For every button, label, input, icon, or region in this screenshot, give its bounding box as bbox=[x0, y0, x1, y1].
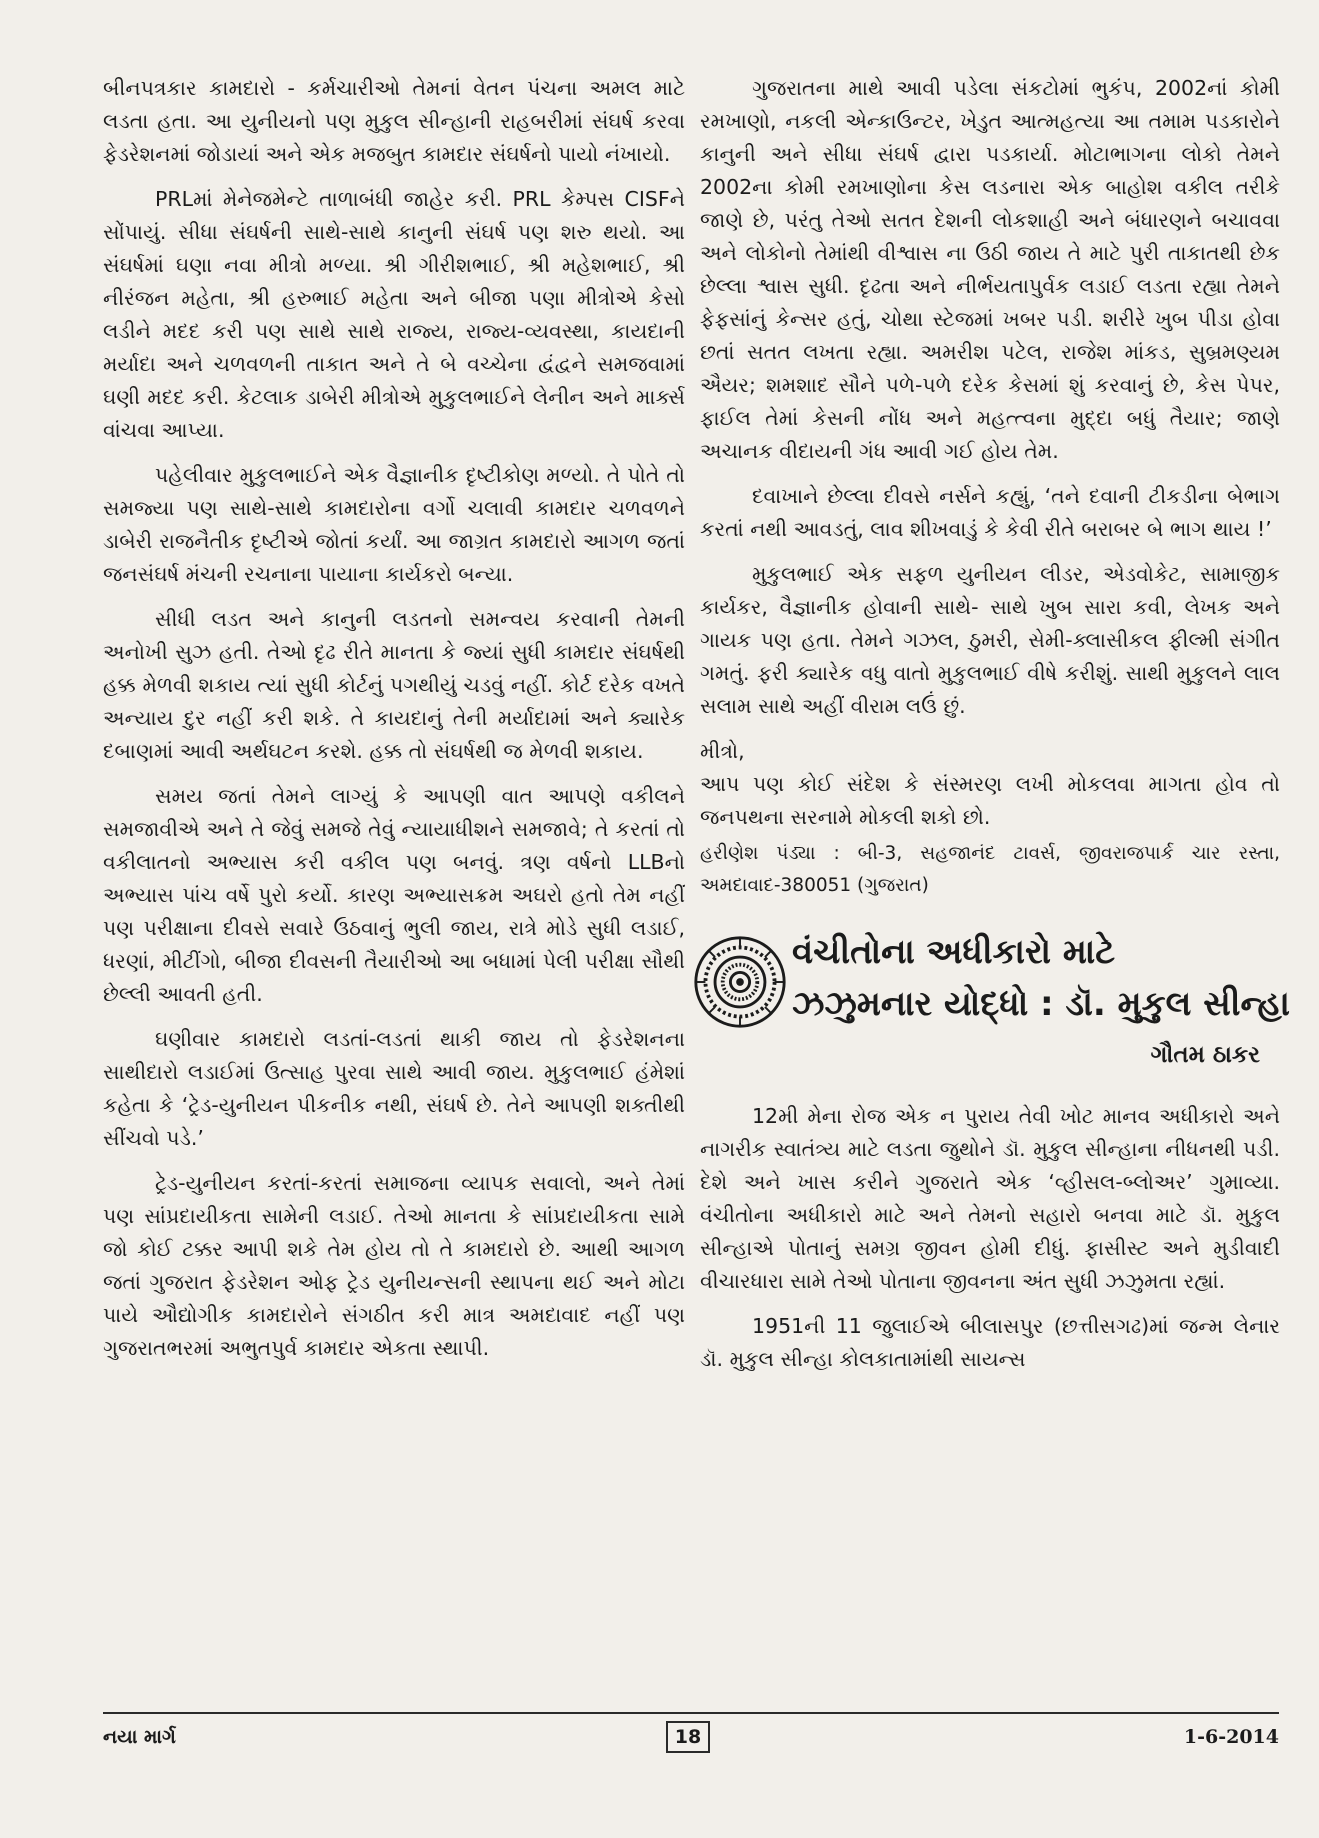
paragraph: સમય જતાં તેમને લાગ્યું કે આપણી વાત આપણે વકીલને સમજાવીએ અને તે જેવું સમજે તેવું ન્યાયાધીશને સમજાવે; તે કરતાં તો વકીલાતનો અભ્યાસ કરી વકીલ પણ બનવું. ત્રણ વર્ષનો LLBનો અભ્યાસ પાંચ વર્ષે પુરો કર્યો. કારણ અભ્યાસક્રમ અઘરો હતો તેમ નહીં પણ પરીક્ષાના દીવસે સવારે ઉઠવાનું ભુલી જાય, રાત્રે મોડે સુધી લડાઈ, ધરણાં, મીટીંગો, બીજા દીવસની તૈયારીઓ આ બધામાં પેલી પરીક્ષા સૌથી છેલ્લી આવતી હતી. bbox=[103, 784, 685, 1006]
appeal-text: આપ પણ કોઈ સંદેશ કે સંસ્મરણ લખી મોકલવા માગતા હોવ તો જનપથના સરનામે મોકલી શકો છો. bbox=[700, 772, 1280, 829]
article-heading bbox=[700, 924, 1291, 1084]
left-column bbox=[103, 72, 685, 1377]
salutation: મીત્રો, bbox=[700, 739, 745, 763]
paragraph: બીનપત્રકાર કામદારો - કર્મચારીઓ તેમનાં વેતન પંચના અમલ માટે લડતા હતા. આ યુનીયનો પણ મુકુલ સીન્હાની રાહબરીમાં સંઘર્ષ કરવા ફેડરેશનમાં જોડાયાં અને એક મજબુત કામદાર સંઘર્ષનો પાયો નંખાયો. bbox=[103, 76, 685, 166]
paragraph: 1951ની 11 જુલાઈએ બીલાસપુર (છત્તીસગઢ)માં જન્મ લેનાર ડૉ. મુકુલ સીન્હા કોલકાતામાંથી સાયન્સ bbox=[700, 1314, 1280, 1371]
paragraph: સીધી લડત અને કાનુની લડતનો સમન્વય કરવાની તેમની અનોખી સુઝ હતી. તેઓ દૃઢ રીતે માનતા કે જ્યાં સુધી કામદાર સંઘર્ષથી હક્ક મેળવી શકાય ત્યાં સુધી કોર્ટનું પગથીયું ચડવું નહીં. કોર્ટ દરેક વખતે અન્યાય દુર નહીં કરી શકે. તે કાયદાનું તેની મર્યાદામાં અને ક્યારેક દબાણમાં આવી અર્થઘટન કરશે. હક્ક તો સંઘર્ષથી જ મેળવી શકાય. bbox=[103, 607, 685, 763]
paragraph: 12મી મેના રોજ એક ન પુરાય તેવી ખોટ માનવ અધીકારો અને નાગરીક સ્વાતંત્ર્ય માટે લડતા જુથોને ડૉ. મુકુલ સીન્હાના નીધનથી પડી. દેશે અને ખાસ કરીને ગુજરાતે એક ‘વ્હીસલ-બ્લોઅર’ ગુમાવ્યા. વંચીતોના અધીકારો માટે અને તેમનો સહારો બનવા માટે ડૉ. મુકુલ સીન્હાએ પોતાનું સમગ્ર જીવન હોમી દીધું. ફાસીસ્ટ અને મુડીવાદી વીચારધારા સામે તેઓ પોતાના જીવનના અંત સુધી ઝઝુમતા રહ્યાં. bbox=[700, 1104, 1280, 1293]
magazine-name: નયા માર્ગ bbox=[103, 1726, 176, 1748]
paragraph: ગુજરાતના માથે આવી પડેલા સંકટોમાં ભુકંપ, 2002નાં કોમી રમખાણો, નકલી એન્કાઉન્ટર, ખેડુત આત્મહત્યા આ તમામ પડકારોને કાનુની અને સીધા સંઘર્ષ દ્વારા પડકાર્યા. મોટાભાગના લોકો તેમને 2002ના કોમી રમખાણોના કેસ લડનારા એક બાહોશ વકીલ તરીકે જાણે છે, પરંતુ તેઓ સતત દેશની લોકશાહી અને બંધારણને બચાવવા અને લોકોનો તેમાંથી વીશ્વાસ ના ઉઠી જાય તે માટે પુરી તાકાતથી છેક છેલ્લા શ્વાસ સુધી. દૃઢતા અને નીર્ભયતાપુર્વક લડાઈ લડતા રહ્યા તેમને ફેફસાંનું કેન્સર હતું, ચોથા સ્ટેજમાં ખબર પડી. શરીરે ખુબ પીડા હોવા છતાં સતત લખતા રહ્યા. અમરીશ પટેલ, રાજેશ માંકડ, સુબ્રમણ્યમ ઐયર; શમશાદ સૌને પળે-પળે દરેક કેસમાં શું કરવાનું છે, કેસ પેપર, ફાઈલ તેમાં કેસની નોંધ અને મહત્ત્વના મુદ્દા બધું તૈયાર; જાણે અચાનક વીદાયની ગંધ આવી ગઈ હોય તેમ. bbox=[700, 76, 1280, 463]
article-title-line-2: ઝઝુમનાર યોદ્ધો : ડૉ. મુકુલ સીન્હા bbox=[792, 984, 1291, 1024]
paragraph: દવાખાને છેલ્લા દીવસે નર્સને કહ્યું, ‘તને દવાની ટીકડીના બેભાગ કરતાં નથી આવડતું, લાવ શીખવાડું કે કેવી રીતે બરાબર બે ભાગ થાય !’ bbox=[700, 484, 1280, 541]
mandala-emblem-icon bbox=[692, 934, 788, 1030]
paragraph: ટ્રેડ-યુનીયન કરતાં-કરતાં સમાજના વ્યાપક સવાલો, અને તેમાં પણ સાંપ્રદાયીકતા સામેની લડાઈ. તેઓ માનતા કે સાંપ્રદાયીકતા સામે જો કોઈ ટક્કર આપી શકે તેમ હોય તો તે કામદારો છે. આથી આગળ જતાં ગુજરાત ફેડરેશન ઓફ ટ્રેડ યુનીયન્સની સ્થાપના થઈ અને મોટા પાયે ઔદ્યોગીક કામદારોને સંગઠીત કરી માત્ર અમદાવાદ નહીં પણ ગુજરાતભરમાં અભુતપુર્વ કામદાર એકતા સ્થાપી. bbox=[103, 1171, 685, 1360]
article-body bbox=[700, 1100, 1280, 1376]
article-author: ગૌતમ ઠાકર bbox=[1150, 1042, 1260, 1068]
right-column bbox=[700, 72, 1291, 1388]
paragraph: પહેલીવાર મુકુલભાઈને એક વૈજ્ઞાનીક દૃષ્ટીકોણ મળ્યો. તે પોતે તો સમજ્યા પણ સાથે-સાથે કામદારોના વર્ગો ચલાવી કામદાર ચળવળને ડાબેરી રાજનૈતીક દૃષ્ટીએ જોતાં કર્યાં. આ જાગ્રત કામદારો આગળ જતાં જનસંઘર્ષ મંચની રચનાના પાયાના કાર્યકરો બન્યા. bbox=[103, 463, 685, 586]
page-number: 18 bbox=[666, 1721, 710, 1753]
paragraph: મુકુલભાઈ એક સફળ યુનીયન લીડર, એડવોકેટ, સામાજીક કાર્યકર, વૈજ્ઞાનીક હોવાની સાથે- સાથે ખુબ સારા કવી, લેખક અને ગાયક પણ હતા. તેમને ગઝલ, ઠુમરી, સેમી-ક્લાસીકલ ફીલ્મી સંગીત ગમતું. ફરી ક્યારેક વધુ વાતો મુકુલભાઈ વીષે કરીશું. સાથી મુકુલને લાલ સલામ સાથે અહીં વીરામ લઉં છું. bbox=[700, 562, 1280, 718]
paragraph: ઘણીવાર કામદારો લડતાં-લડતાં થાકી જાય તો ફેડરેશનના સાથીદારો લડાઈમાં ઉત્સાહ પુરવા સાથે આવી જાય. મુકુલભાઈ હંમેશાં કહેતા કે ‘ટ્રેડ-યુનીયન પીકનીક નથી, સંઘર્ષ છે. તેને આપણી શક્તીથી સીંચવો પડે.’ bbox=[103, 1027, 685, 1150]
article-title-line-1: વંચીતોના અધીકારો માટે bbox=[792, 932, 1116, 972]
page-footer bbox=[103, 1712, 1279, 1754]
paragraph: PRLમાં મેનેજમેન્ટે તાળાબંધી જાહેર કરી. PRL કેમ્પસ CISFને સોંપાયું. સીધા સંઘર્ષની સાથે-સાથે કાનુની સંઘર્ષ પણ શરુ થયો. આ સંઘર્ષમાં ઘણા નવા મીત્રો મળ્યા. શ્રી ગીરીશભાઈ, શ્રી મહેશભાઈ, શ્રી નીરંજન મહેતા, શ્રી હરુભાઈ મહેતા અને બીજા પણા મીત્રોએ કેસો લડીને મદદ કરી પણ સાથે સાથે રાજ્ય, રાજ્ય-વ્યવસ્થા, કાયદાની મર્યાદા અને ચળવળની તાકાત અને તે બે વચ્ચેના દ્વંદ્વને સમજવામાં ઘણી મદદ કરી. કેટલાક ડાબેરી મીત્રોએ મુકુલભાઈને લેનીન અને માર્ક્સ વાંચવા આપ્યા. bbox=[103, 187, 685, 442]
contact-address: હરીણેશ પંડ્યા : બી-3, સહજાનંદ ટાવર્સ, જીવરાજપાર્ક ચાર રસ્તા, અમદાવાદ-380051 (ગુજરાત) bbox=[700, 843, 1280, 896]
issue-date: 1-6-2014 bbox=[1183, 1726, 1279, 1748]
